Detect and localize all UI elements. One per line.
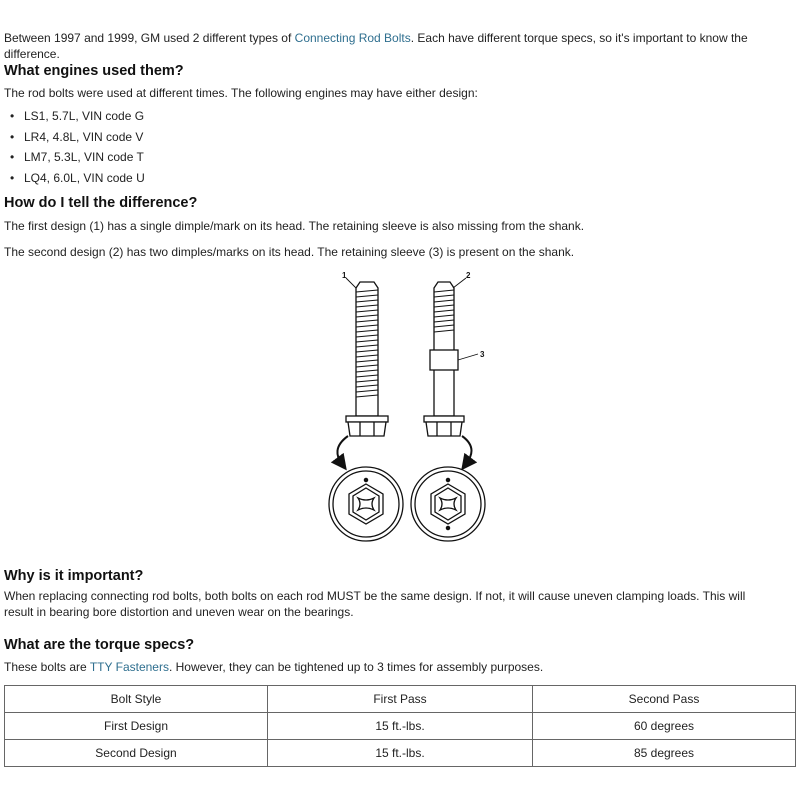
torque-heading: What are the torque specs? — [4, 637, 195, 653]
intro-text-before: Between 1997 and 1999, GM used 2 different types of — [4, 31, 295, 45]
table-cell: First Design — [5, 713, 268, 740]
bolt-diagram-svg — [316, 266, 516, 556]
column-header-first-pass: First Pass — [268, 686, 533, 713]
column-header-second-pass: Second Pass — [533, 686, 796, 713]
second-design-head — [411, 467, 485, 541]
label-first-design: 1 — [342, 271, 347, 280]
intro-paragraph — [4, 30, 796, 62]
intro-text-after: . Each have different torque specs, so it's important to know the difference. — [4, 31, 748, 61]
column-header-bolt-style: Bolt Style — [5, 686, 268, 713]
table-cell: 15 ft.-lbs. — [268, 740, 533, 767]
table-cell: 60 degrees — [533, 713, 796, 740]
table-cell: 15 ft.-lbs. — [268, 713, 533, 740]
list-item: • LR4, 4.8L, VIN code V — [4, 127, 145, 148]
torque-text-before: These bolts are — [4, 660, 90, 674]
second-design-paragraph: The second design (2) has two dimples/marks on its head. The retaining sleeve (3) is present on the shank. — [4, 245, 575, 259]
difference-heading: How do I tell the difference? — [4, 195, 198, 211]
first-design-head — [329, 467, 403, 541]
table-cell: Second Design — [5, 740, 268, 767]
first-design-paragraph: The first design (1) has a single dimple/mark on its head. The retaining sleeve is also missing from the shank. — [4, 219, 585, 233]
engines-paragraph: The rod bolts were used at different times. The following engines may have either design: — [4, 86, 478, 100]
table-row — [5, 713, 796, 740]
engines-heading: What engines used them? — [4, 63, 184, 79]
torque-text-after: . However, they can be tightened up to 3 times for assembly purposes. — [168, 660, 544, 674]
importance-paragraph: When replacing connecting rod bolts, both bolts on each rod MUST be the same design. If not, it will cause uneven clamping loads. This will result in bearing bore distortion and uneven wear on the bearings. — [4, 589, 746, 619]
list-item: • LS1, 5.7L, VIN code G — [4, 106, 145, 127]
table-cell: 85 degrees — [533, 740, 796, 767]
torque-paragraph — [4, 659, 543, 675]
torque-specs-table — [4, 685, 796, 767]
label-retaining-sleeve: 3 — [480, 350, 485, 359]
label-second-design: 2 — [466, 271, 471, 280]
engine-list — [4, 106, 145, 188]
connecting-rod-bolts-link[interactable]: Connecting Rod Bolts — [294, 31, 411, 45]
list-item: • LQ4, 6.0L, VIN code U — [4, 168, 145, 189]
table-row — [5, 740, 796, 767]
table-header-row — [5, 686, 796, 713]
importance-heading: Why is it important? — [4, 568, 144, 584]
list-item: • LM7, 5.3L, VIN code T — [4, 147, 145, 168]
first-design-bolt — [346, 282, 388, 436]
tty-fasteners-link[interactable]: TTY Fasteners — [89, 660, 169, 674]
second-design-bolt — [424, 282, 464, 436]
bolt-diagram — [316, 266, 516, 556]
